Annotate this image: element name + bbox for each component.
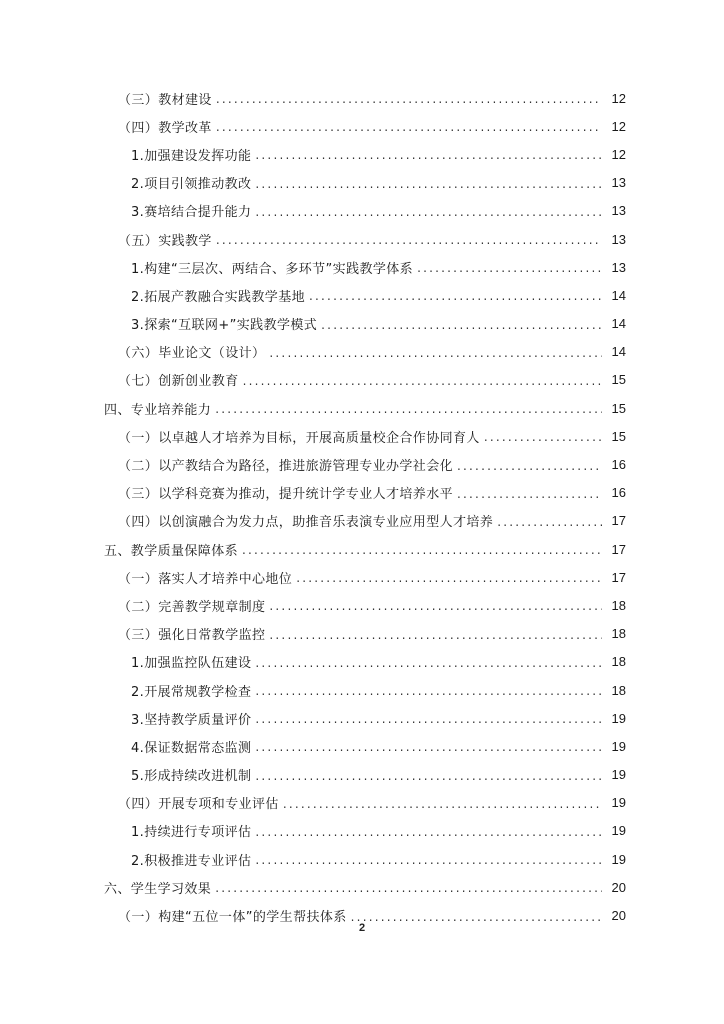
toc-entry-title: （四）开展专项和专业评估	[118, 797, 279, 813]
dot-leader	[255, 826, 602, 838]
dot-leader	[283, 798, 602, 810]
toc-entry[interactable]	[0, 338, 724, 366]
toc-entry-page: 18	[611, 682, 626, 698]
table-of-contents	[0, 84, 724, 930]
toc-entry[interactable]	[0, 535, 724, 563]
toc-entry-page: 13	[611, 259, 626, 275]
dot-leader	[255, 713, 602, 725]
toc-entry-page: 13	[611, 203, 626, 219]
toc-entry-title: （一）以卓越人才培养为目标，开展高质量校企合作协同育人	[118, 430, 480, 446]
dot-leader	[255, 770, 602, 782]
toc-entry-page: 14	[611, 287, 626, 303]
toc-entry-title: （七）创新创业教育	[118, 374, 239, 390]
dot-leader	[216, 234, 602, 246]
toc-entry-title: 四、专业培养能力	[104, 402, 212, 418]
toc-entry-page: 15	[611, 428, 626, 444]
toc-entry-page: 12	[611, 146, 626, 162]
toc-entry[interactable]	[0, 197, 724, 225]
toc-entry-page: 14	[611, 316, 626, 332]
toc-entry[interactable]	[0, 84, 724, 112]
dot-leader	[242, 544, 602, 556]
toc-entry-title: 2.拓展产教融合实践教学基地	[131, 289, 306, 305]
toc-entry-page: 14	[611, 344, 626, 360]
toc-entry-title: 2.项目引领推动教改	[131, 177, 252, 193]
toc-entry[interactable]	[0, 648, 724, 676]
toc-entry-title: （一）构建“五位一体”的学生帮扶体系	[118, 910, 347, 926]
dot-leader	[457, 488, 602, 500]
toc-entry-page: 19	[611, 823, 626, 839]
toc-entry-title: 3.坚持教学质量评价	[131, 712, 252, 728]
toc-entry-page: 13	[611, 231, 626, 247]
toc-entry[interactable]	[0, 450, 724, 478]
toc-entry[interactable]	[0, 479, 724, 507]
toc-entry[interactable]	[0, 422, 724, 450]
toc-entry[interactable]	[0, 620, 724, 648]
toc-entry-page: 19	[611, 710, 626, 726]
toc-entry[interactable]	[0, 281, 724, 309]
dot-leader	[216, 93, 602, 105]
dot-leader	[255, 685, 602, 697]
toc-entry[interactable]	[0, 676, 724, 704]
toc-entry-title: 五、教学质量保障体系	[104, 543, 239, 559]
toc-entry-page: 17	[611, 541, 626, 557]
dot-leader	[457, 460, 602, 472]
dot-leader	[255, 741, 602, 753]
toc-entry-title: （五）实践教学	[118, 233, 212, 249]
toc-entry-title: 3.赛培结合提升能力	[131, 205, 252, 221]
toc-entry[interactable]	[0, 591, 724, 619]
toc-entry-title: 1.持续进行专项评估	[131, 825, 252, 841]
dot-leader	[255, 149, 602, 161]
toc-entry-title: （四）教学改革	[118, 120, 212, 136]
toc-entry-page: 20	[611, 879, 626, 895]
dot-leader	[255, 178, 602, 190]
dot-leader	[243, 375, 602, 387]
toc-entry-page: 19	[611, 738, 626, 754]
dot-leader	[255, 206, 602, 218]
toc-entry-page: 18	[611, 654, 626, 670]
toc-entry-title: （六）毕业论文（设计）	[118, 346, 266, 362]
toc-entry[interactable]	[0, 817, 724, 845]
toc-entry-title: （四）以创演融合为发力点，助推音乐表演专业应用型人才培养	[118, 515, 494, 531]
toc-entry-title: 2.积极推进专业评估	[131, 853, 252, 869]
dot-leader	[255, 657, 602, 669]
dot-leader	[215, 403, 602, 415]
dot-leader	[351, 911, 602, 923]
toc-entry-page: 19	[611, 851, 626, 867]
toc-entry[interactable]	[0, 112, 724, 140]
toc-entry[interactable]	[0, 507, 724, 535]
toc-entry-page: 19	[611, 767, 626, 783]
toc-entry-title: （二）以产教结合为路径，推进旅游管理专业办学社会化	[118, 459, 454, 475]
dot-leader	[269, 629, 602, 641]
toc-entry-title: 1.构建“三层次、两结合、多环节”实践教学体系	[131, 261, 414, 277]
toc-entry-page: 12	[611, 90, 626, 106]
toc-entry[interactable]	[0, 873, 724, 901]
toc-entry-page: 16	[611, 485, 626, 501]
toc-entry[interactable]	[0, 732, 724, 760]
toc-entry-title: 1.加强建设发挥功能	[131, 148, 252, 164]
toc-entry-title: 2.开展常规教学检查	[131, 684, 252, 700]
dot-leader	[255, 854, 602, 866]
toc-entry[interactable]	[0, 761, 724, 789]
toc-entry[interactable]	[0, 704, 724, 732]
toc-entry-page: 12	[611, 118, 626, 134]
toc-entry-title: （三）以学科竞赛为推动，提升统计学专业人才培养水平	[118, 487, 454, 503]
dot-leader	[484, 431, 602, 443]
toc-entry-page: 15	[611, 372, 626, 388]
toc-entry-page: 17	[611, 569, 626, 585]
toc-entry-page: 18	[611, 597, 626, 613]
toc-entry-page: 16	[611, 457, 626, 473]
toc-entry-title: 5.形成持续改进机制	[131, 769, 252, 785]
toc-entry[interactable]	[0, 310, 724, 338]
toc-entry-title: 4.保证数据常态监测	[131, 740, 252, 756]
dot-leader	[296, 572, 602, 584]
toc-entry[interactable]	[0, 140, 724, 168]
toc-entry[interactable]	[0, 253, 724, 281]
toc-entry[interactable]	[0, 225, 724, 253]
toc-entry-page: 15	[611, 400, 626, 416]
toc-entry-title: （一）落实人才培养中心地位	[118, 571, 293, 587]
toc-entry[interactable]	[0, 789, 724, 817]
toc-entry-title: （三）强化日常教学监控	[118, 628, 266, 644]
toc-entry-page: 17	[611, 513, 626, 529]
page-number: 2	[358, 922, 366, 934]
dot-leader	[215, 882, 602, 894]
dot-leader	[321, 319, 602, 331]
toc-entry[interactable]	[0, 394, 724, 422]
toc-entry-page: 13	[611, 175, 626, 191]
toc-entry-page: 18	[611, 626, 626, 642]
dot-leader	[497, 516, 602, 528]
toc-entry-page: 20	[611, 908, 626, 924]
dot-leader	[216, 121, 602, 133]
toc-entry-page: 19	[611, 795, 626, 811]
toc-entry-title: 1.加强监控队伍建设	[131, 656, 252, 672]
toc-entry-title: （二）完善教学规章制度	[118, 599, 266, 615]
toc-entry[interactable]	[0, 169, 724, 197]
toc-entry[interactable]	[0, 563, 724, 591]
dot-leader	[269, 600, 602, 612]
toc-entry-title: （三）教材建设	[118, 92, 212, 108]
toc-entry[interactable]	[0, 845, 724, 873]
toc-entry[interactable]	[0, 366, 724, 394]
toc-entry-title: 六、学生学习效果	[104, 881, 212, 897]
toc-entry-title: 3.探索“互联网+”实践教学模式	[131, 318, 318, 334]
dot-leader	[417, 262, 602, 274]
dot-leader	[269, 347, 602, 359]
dot-leader	[309, 290, 602, 302]
